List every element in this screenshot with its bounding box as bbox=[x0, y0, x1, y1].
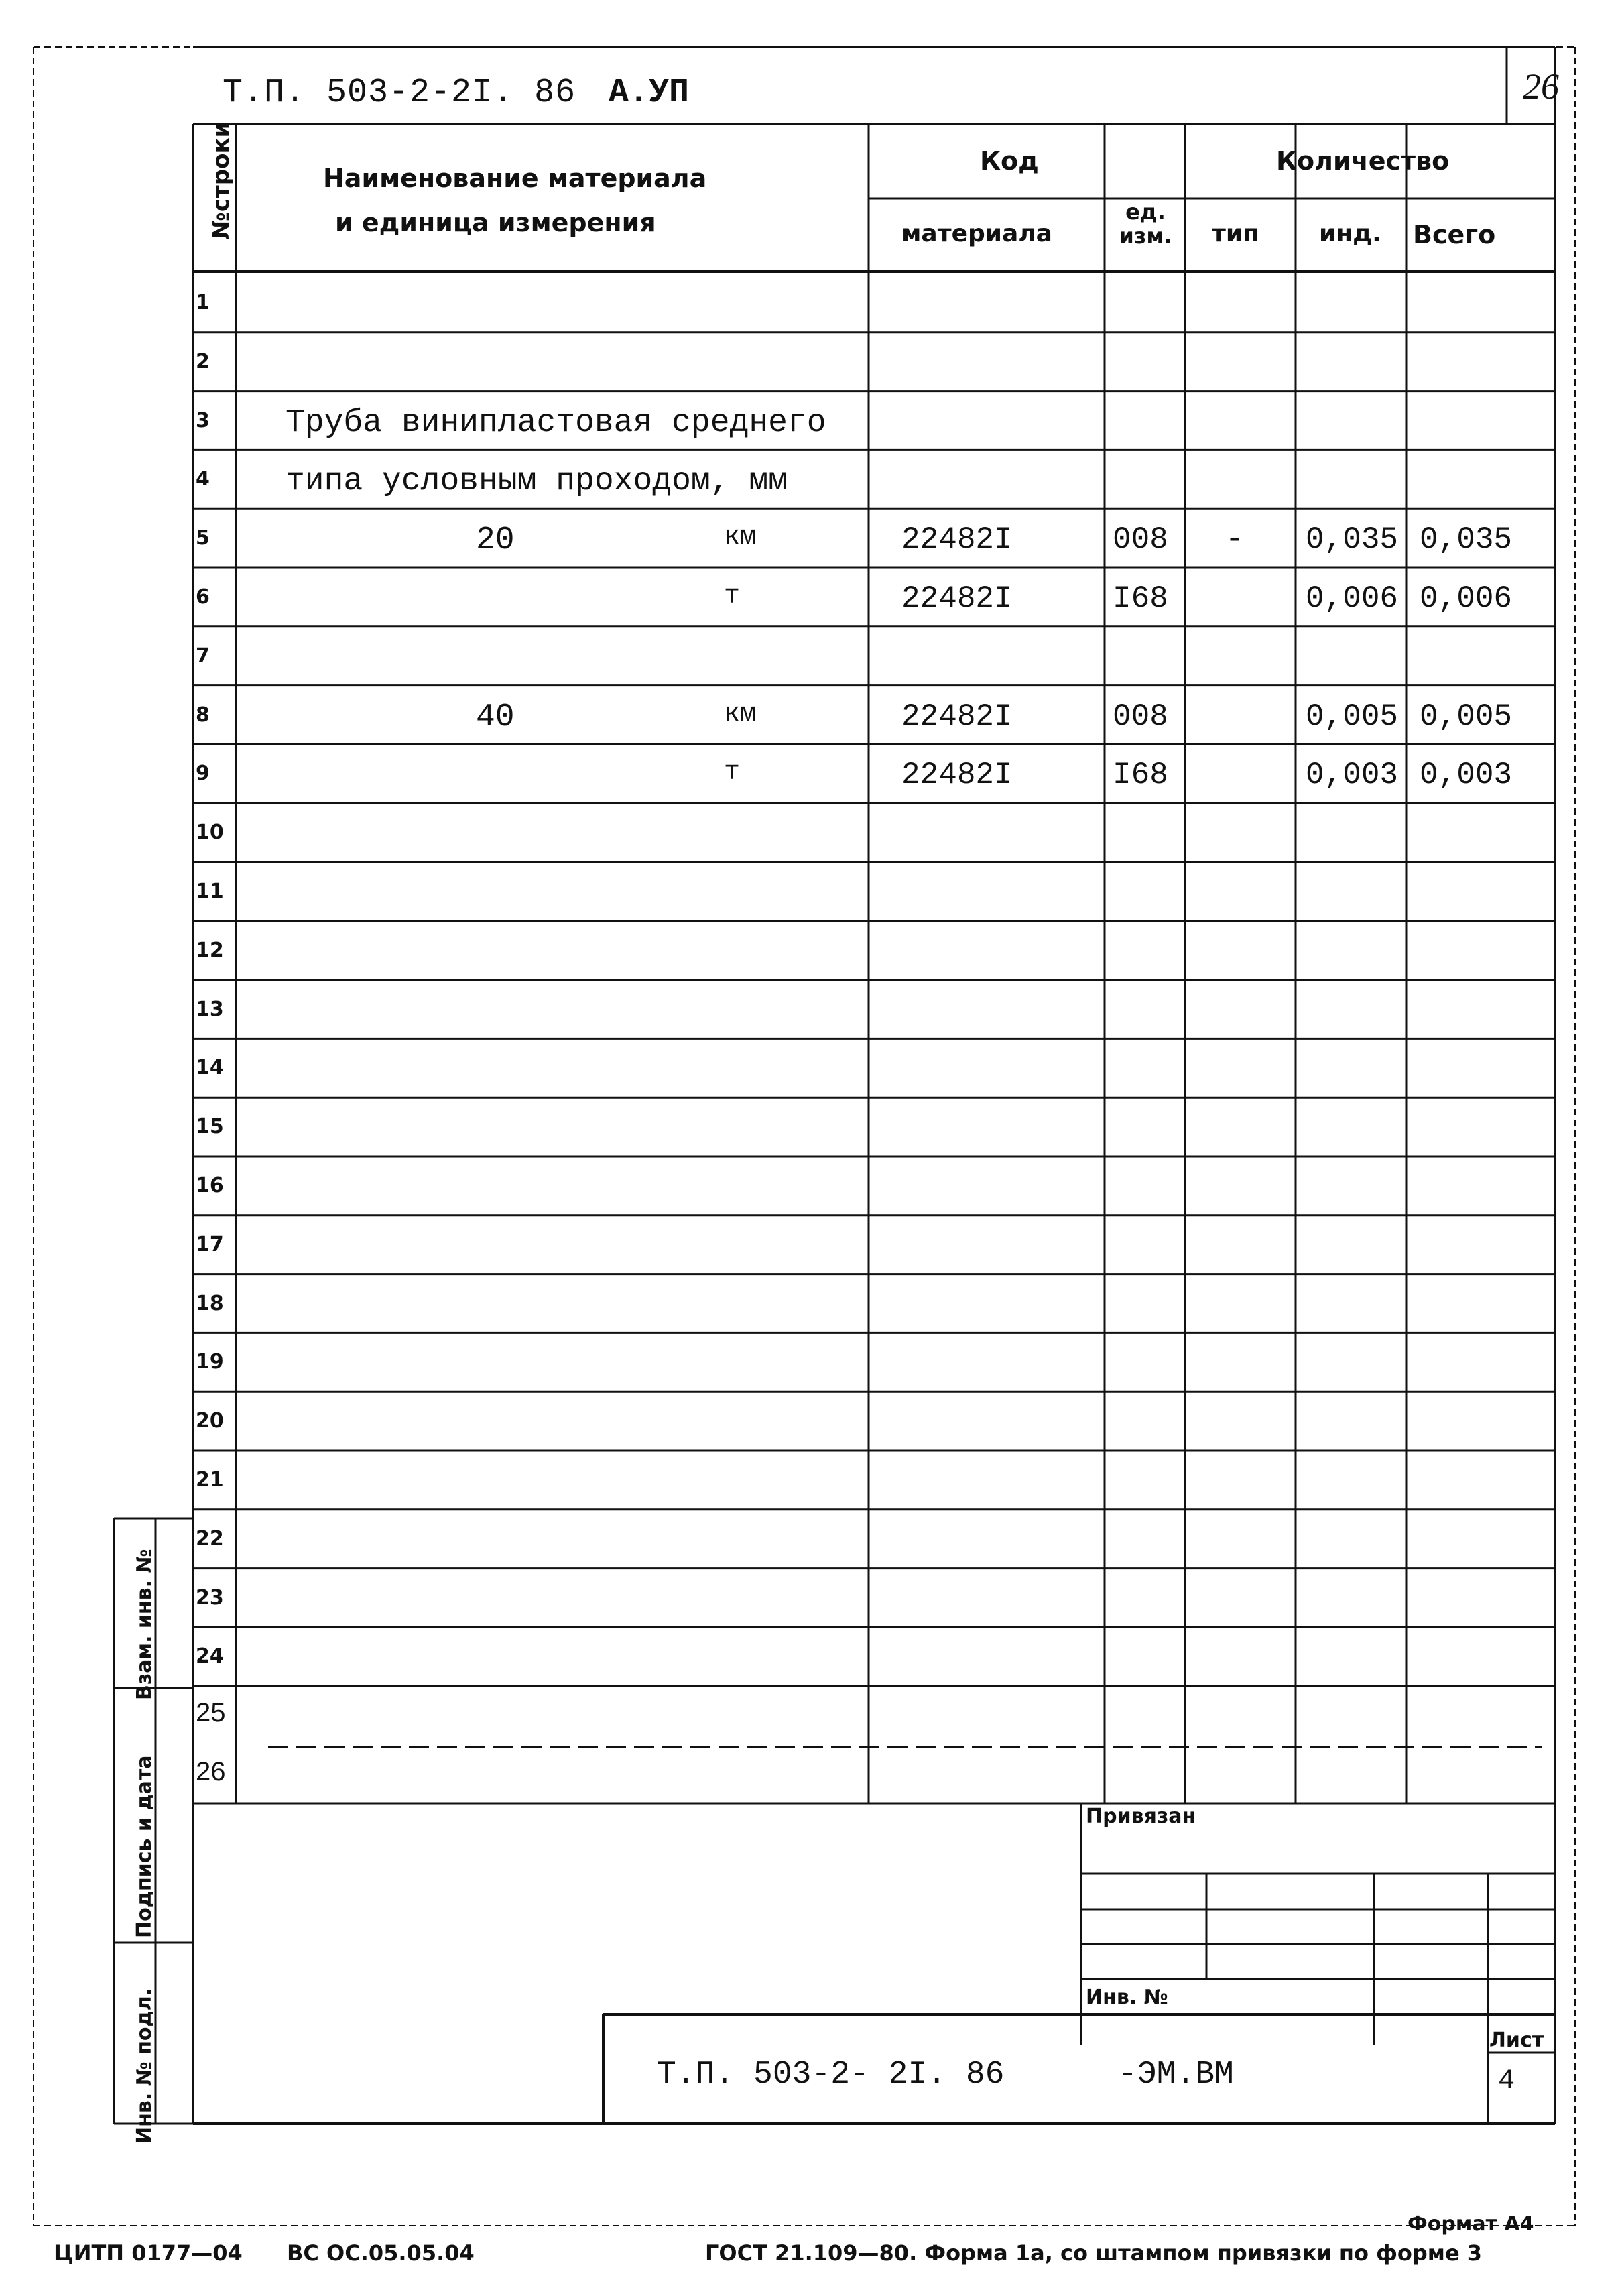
stamp-sheet-label: Лист bbox=[1489, 2029, 1544, 2052]
footer-gost: ГОСТ 21.109—80. Форма 1а, со штампом привязки по форме 3 bbox=[705, 2240, 1483, 2266]
table-row bbox=[0, 1215, 1622, 1274]
cell-no: 24 bbox=[196, 1644, 224, 1669]
table-row bbox=[0, 921, 1622, 980]
cell-code: 22482I bbox=[901, 699, 1013, 734]
table-row bbox=[0, 509, 1622, 568]
table-row bbox=[0, 1333, 1622, 1392]
cell-name: 40 bbox=[476, 699, 515, 735]
cell-no: 11 bbox=[196, 880, 224, 903]
doc-code-header: Т.П. 503-2-2I. 86 bbox=[223, 74, 576, 112]
cell-total: 0,006 bbox=[1420, 581, 1513, 616]
col-code-unit-header: ед. изм. bbox=[1119, 199, 1172, 249]
cell-unit: км bbox=[724, 522, 757, 553]
table-row bbox=[0, 1097, 1622, 1156]
cell-unit-code: 008 bbox=[1113, 522, 1168, 558]
table-row bbox=[0, 686, 1622, 745]
cell-no: 25 bbox=[196, 1698, 226, 1728]
side-label-podpis-data: Подпись и дата bbox=[133, 1755, 156, 1938]
stamp-doc-suffix: -ЭМ.ВМ bbox=[1118, 2057, 1234, 2093]
table-row bbox=[0, 1627, 1622, 1686]
cell-type: - bbox=[1225, 522, 1244, 558]
cell-no: 6 bbox=[196, 585, 210, 609]
stamp-inv-no: Инв. № bbox=[1086, 1986, 1168, 2009]
cell-no: 15 bbox=[196, 1115, 224, 1139]
cell-no: 26 bbox=[196, 1757, 226, 1787]
cell-no: 2 bbox=[196, 349, 210, 373]
cell-ind: 0,035 bbox=[1306, 522, 1399, 558]
stamp-privyazan: Привязан bbox=[1086, 1805, 1196, 1828]
cell-no: 9 bbox=[196, 762, 210, 786]
col-code-header: Код bbox=[980, 146, 1039, 176]
cell-no: 8 bbox=[196, 703, 210, 727]
table-row bbox=[0, 450, 1622, 509]
cell-no: 1 bbox=[196, 291, 210, 314]
cell-no: 21 bbox=[196, 1468, 224, 1492]
table-row bbox=[0, 568, 1622, 627]
col-row-number-header: №строки bbox=[208, 121, 235, 239]
table-row bbox=[0, 1569, 1622, 1628]
cell-no: 19 bbox=[196, 1350, 224, 1374]
cell-code: 22482I bbox=[901, 581, 1013, 616]
cell-no: 4 bbox=[196, 467, 210, 491]
cell-ind: 0,005 bbox=[1306, 699, 1399, 734]
table-row bbox=[0, 1451, 1622, 1510]
side-label-vzam-inv: Взам. инв. № bbox=[133, 1549, 156, 1700]
table-row bbox=[0, 744, 1622, 803]
table-row bbox=[0, 862, 1622, 921]
cell-no: 23 bbox=[196, 1585, 224, 1610]
col-qty-total-header: Всего bbox=[1413, 220, 1496, 249]
side-label-inv-podl: Инв. № подл. bbox=[133, 1988, 156, 2144]
table-row bbox=[0, 803, 1622, 862]
cell-no: 16 bbox=[196, 1174, 224, 1197]
cell-unit-code: I68 bbox=[1113, 581, 1168, 616]
col-code-material-header: материала bbox=[901, 220, 1052, 247]
table-row bbox=[0, 1686, 1622, 1745]
col-qty-header: Количество bbox=[1276, 146, 1450, 176]
cell-name: 20 bbox=[476, 522, 515, 559]
cell-no: 14 bbox=[196, 1056, 224, 1080]
cell-no: 18 bbox=[196, 1291, 224, 1315]
cell-unit: т bbox=[724, 758, 741, 788]
footer-citp: ЦИТП 0177—04 bbox=[54, 2240, 243, 2266]
cell-total: 0,035 bbox=[1420, 522, 1513, 558]
table-row bbox=[0, 274, 1622, 333]
cell-no: 20 bbox=[196, 1409, 224, 1433]
cell-no: 17 bbox=[196, 1232, 224, 1256]
col-qty-type-header: тип bbox=[1212, 220, 1259, 247]
cell-name: типа условным проходом, мм bbox=[286, 463, 788, 500]
stamp-doc-code: Т.П. 503-2- 2I. 86 bbox=[657, 2057, 1005, 2093]
cell-ind: 0,003 bbox=[1306, 758, 1399, 793]
cell-no: 22 bbox=[196, 1526, 224, 1551]
cell-ind: 0,006 bbox=[1306, 581, 1399, 616]
cell-no: 7 bbox=[196, 644, 210, 668]
col-name-header: Наименование материала bbox=[323, 164, 707, 193]
cell-no: 10 bbox=[196, 821, 224, 845]
cell-unit: км bbox=[724, 699, 757, 729]
cell-code: 22482I bbox=[901, 758, 1013, 793]
stamp-sheet-value: 4 bbox=[1498, 2065, 1515, 2097]
album-label: А.УП bbox=[609, 74, 690, 112]
table-row bbox=[0, 1510, 1622, 1569]
cell-unit-code: 008 bbox=[1113, 699, 1168, 734]
table-row bbox=[0, 1392, 1622, 1451]
table-row bbox=[0, 627, 1622, 686]
table-row bbox=[0, 1745, 1622, 1804]
cell-unit-code: I68 bbox=[1113, 758, 1168, 793]
cell-total: 0,003 bbox=[1420, 758, 1513, 793]
cell-total: 0,005 bbox=[1420, 699, 1513, 734]
cell-no: 12 bbox=[196, 938, 224, 962]
col-name-header-2: и единица измерения bbox=[335, 208, 656, 237]
cell-no: 13 bbox=[196, 997, 224, 1021]
table-row bbox=[0, 980, 1622, 1039]
cell-unit: т bbox=[724, 581, 741, 611]
cell-no: 5 bbox=[196, 526, 210, 550]
page-number: 26 bbox=[1523, 66, 1559, 107]
footer-format: Формат А4 bbox=[1408, 2212, 1534, 2236]
table-row bbox=[0, 1274, 1622, 1333]
table-row bbox=[0, 1156, 1622, 1215]
col-qty-ind-header: инд. bbox=[1319, 220, 1381, 247]
cell-code: 22482I bbox=[901, 522, 1013, 558]
cell-no: 3 bbox=[196, 408, 210, 432]
cell-name: Труба винипластовая среднего bbox=[286, 404, 826, 441]
table-row bbox=[0, 333, 1622, 391]
table-row bbox=[0, 1038, 1622, 1097]
table-row bbox=[0, 391, 1622, 450]
footer-vs: ВС ОС.05.05.04 bbox=[287, 2240, 475, 2266]
